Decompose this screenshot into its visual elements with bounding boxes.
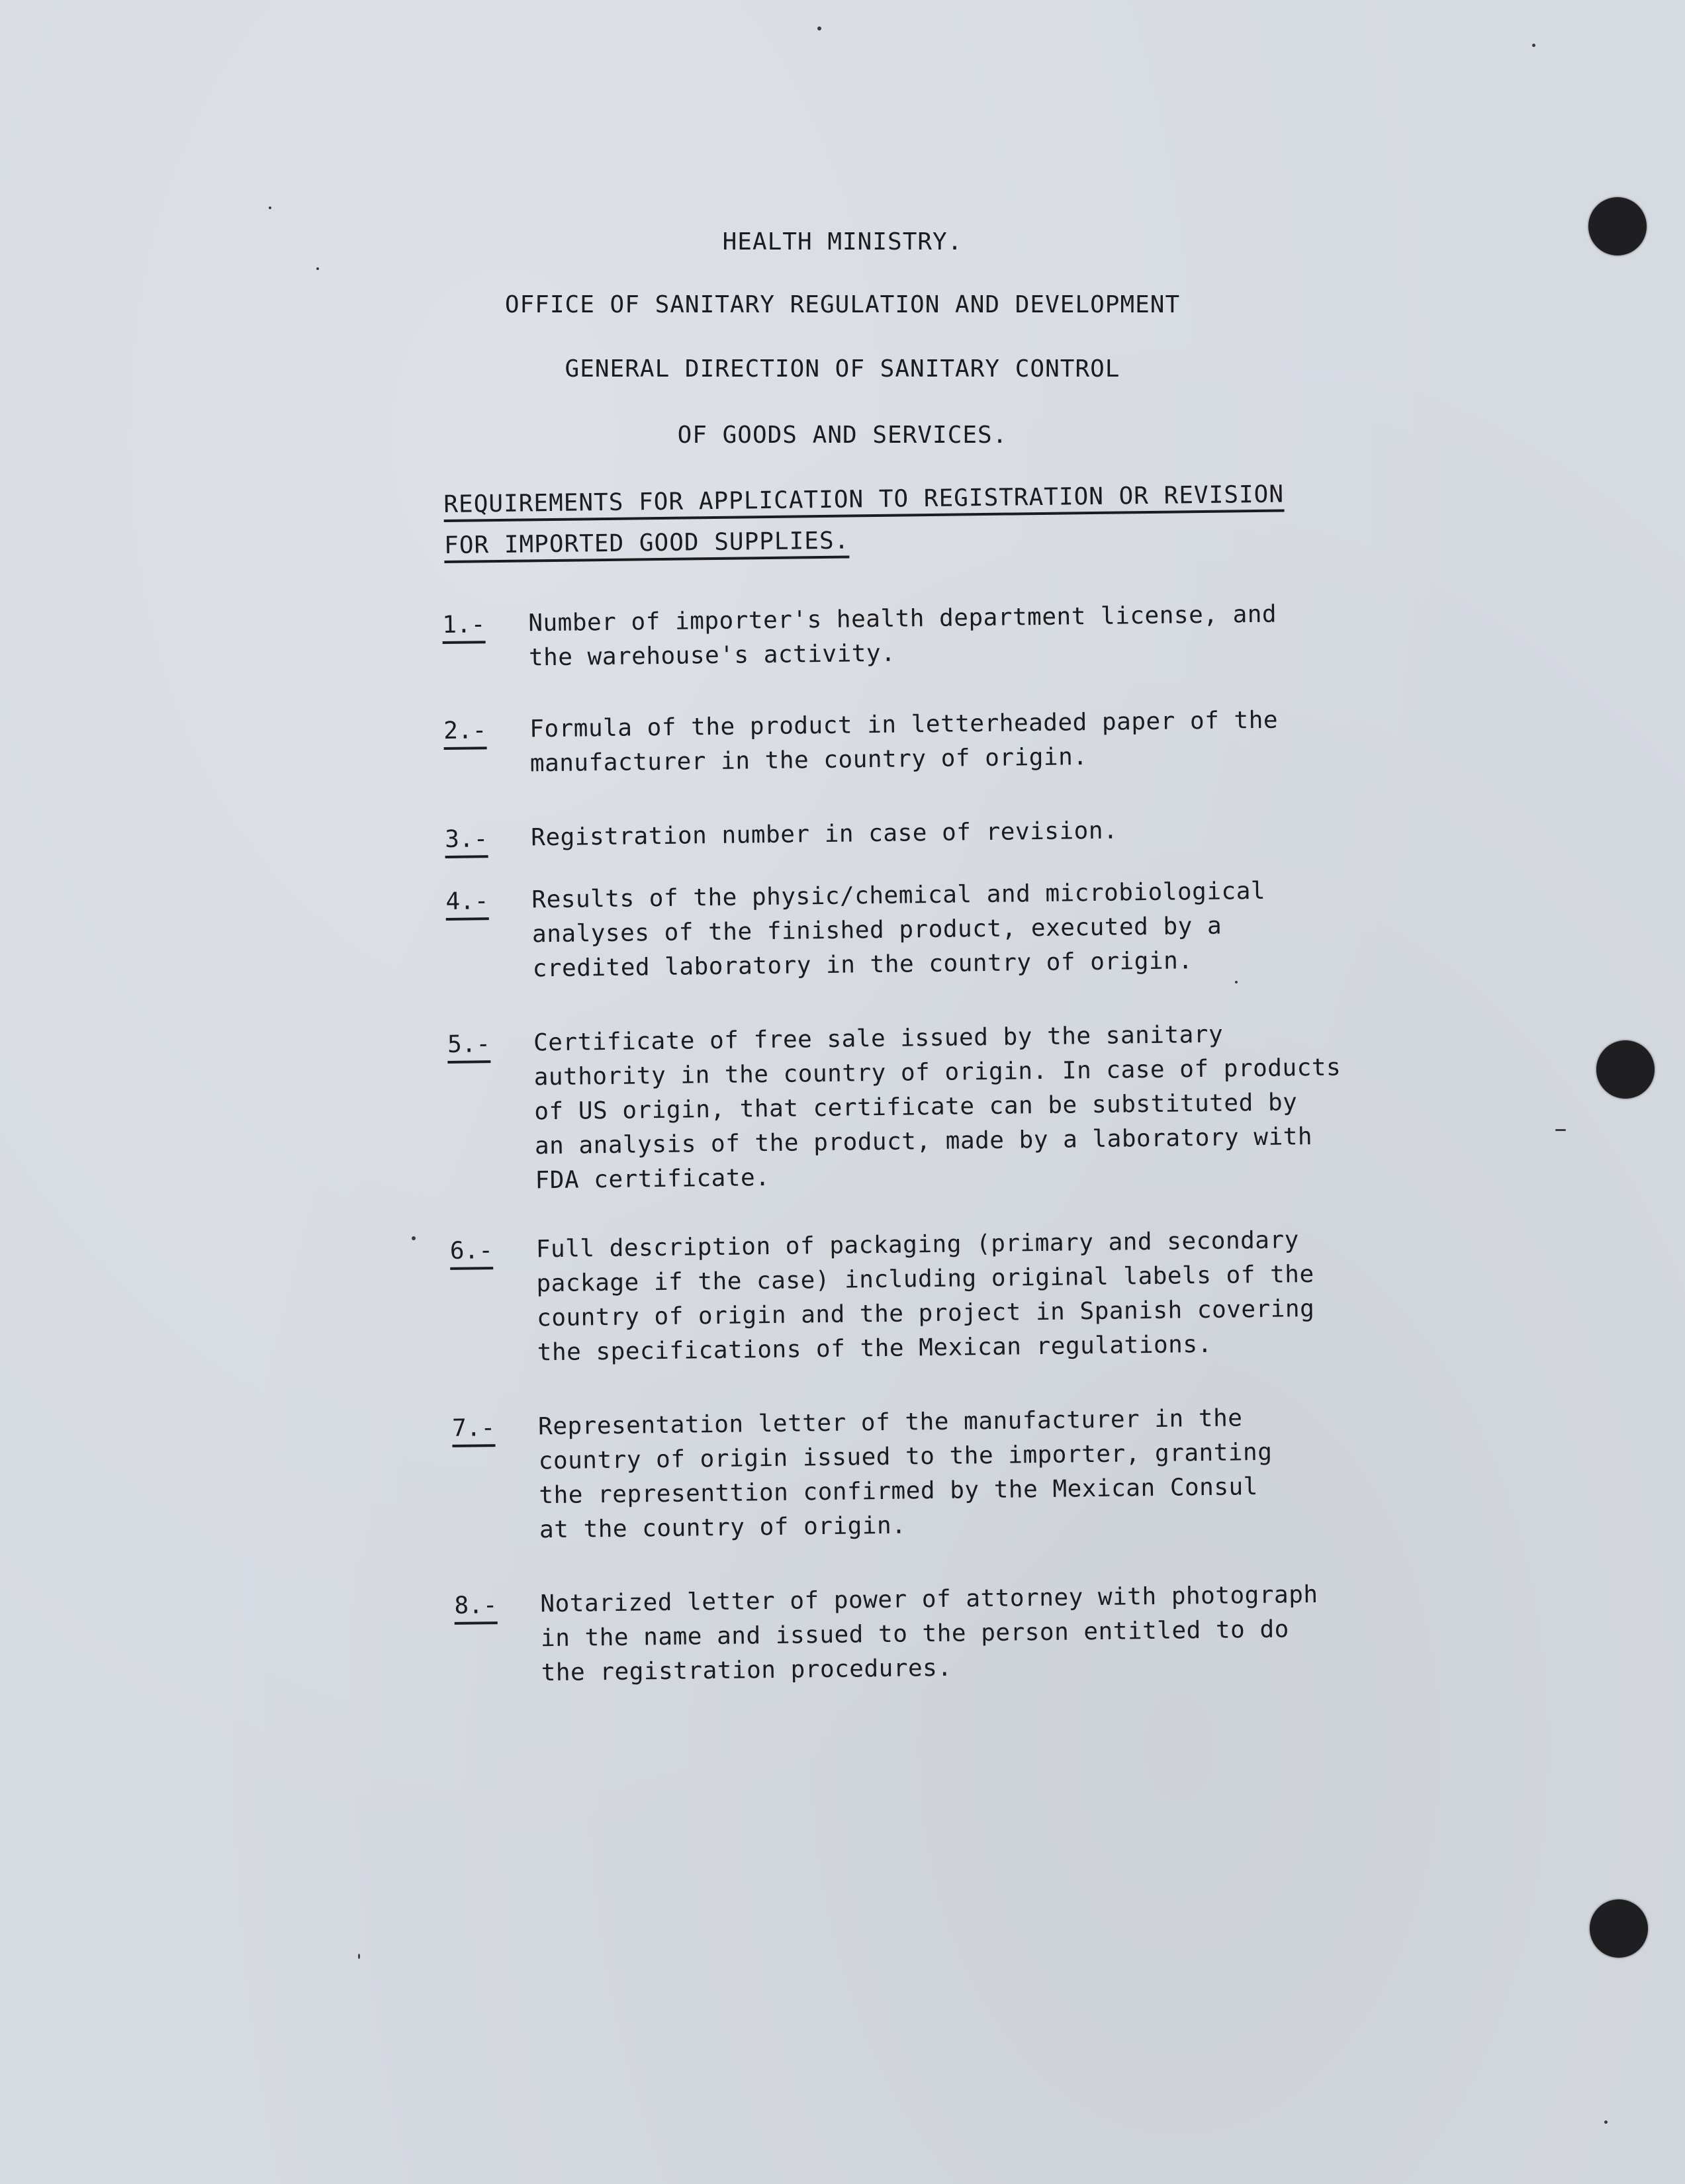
title-line-2: FOR IMPORTED GOOD SUPPLIES. xyxy=(444,527,850,563)
paper-speck xyxy=(817,26,821,30)
item-number xyxy=(445,883,532,920)
header-office: OFFICE OF SANITARY REGULATION AND DEVELOPMENT xyxy=(504,291,1181,318)
paper-speck xyxy=(1555,1129,1566,1131)
item-number-label: 8.- xyxy=(454,1592,498,1625)
title-line-1: REQUIREMENTS FOR APPLICATION TO REGISTRATION OR REVISION xyxy=(443,480,1284,522)
item-text: Representation letter of the manufacturer in the country of origin issued to the importer, granting the representtion confirmed by the Mexican Consul at the country of origin. xyxy=(537,1404,1273,1544)
paper-speck xyxy=(1604,2120,1608,2124)
item-number xyxy=(450,1232,537,1269)
item-number-label: 6.- xyxy=(450,1237,494,1270)
item-number-label: 4.- xyxy=(445,887,489,921)
item-number-label: 3.- xyxy=(445,825,488,858)
list-item xyxy=(452,1398,1486,1549)
header-ministry: HEALTH MINISTRY. xyxy=(722,228,963,255)
item-number xyxy=(452,1410,539,1447)
paper-speck xyxy=(358,1954,360,1959)
item-number-label: 1.- xyxy=(442,611,486,644)
item-number xyxy=(454,1587,541,1624)
document-title xyxy=(443,473,1371,567)
item-text: Full description of packaging (primary and secondary package if the case) including original labels of the country of origin and the project in Spanish covering the specifications of the Mexican regulations. xyxy=(535,1226,1315,1367)
item-number xyxy=(445,821,531,858)
item-text: Formula of the product in letterheaded paper of the manufacturer in the country of origin. xyxy=(529,706,1279,778)
paper-speck xyxy=(269,206,271,209)
item-text: Certificate of free sale issued by the sanitary authority in the country of origin. In case of products of US origin, that certificate can be substituted by an analysis of the product, made by a laboratory with FDA certificate. xyxy=(533,1021,1342,1195)
item-number xyxy=(442,606,529,643)
item-text: Notarized letter of power of attorney with photograph in the name and issued to the person entitled to do the registration procedures. xyxy=(540,1580,1318,1687)
item-text: Registration number in case of revision. xyxy=(531,817,1118,852)
item-number xyxy=(443,712,530,749)
header-goods-services: OF GOODS AND SERVICES. xyxy=(677,422,1008,449)
item-text: Number of importer's health department license, and the warehouse's activity. xyxy=(528,600,1277,672)
header-direction: GENERAL DIRECTION OF SANITARY CONTROL xyxy=(565,355,1120,383)
item-number-label: 7.- xyxy=(452,1414,496,1447)
item-number-label: 5.- xyxy=(447,1030,491,1064)
item-text: Results of the physic/chemical and microbiological analyses of the finished product, executed by a credited laboratory in the country of origin. xyxy=(531,877,1266,983)
list-item xyxy=(454,1576,1488,1692)
list-item xyxy=(442,595,1475,676)
paper-speck xyxy=(1532,44,1535,47)
list-item xyxy=(443,701,1477,782)
punch-hole-middle xyxy=(1596,1040,1655,1099)
paper-speck xyxy=(412,1236,416,1240)
punch-hole-bottom xyxy=(1590,1899,1648,1958)
list-item xyxy=(445,872,1479,987)
requirements-list xyxy=(442,595,1488,1692)
item-number xyxy=(447,1026,534,1063)
list-item xyxy=(450,1221,1484,1371)
paper-speck xyxy=(316,267,319,270)
item-number-label: 2.- xyxy=(443,717,487,750)
list-item xyxy=(447,1015,1482,1199)
